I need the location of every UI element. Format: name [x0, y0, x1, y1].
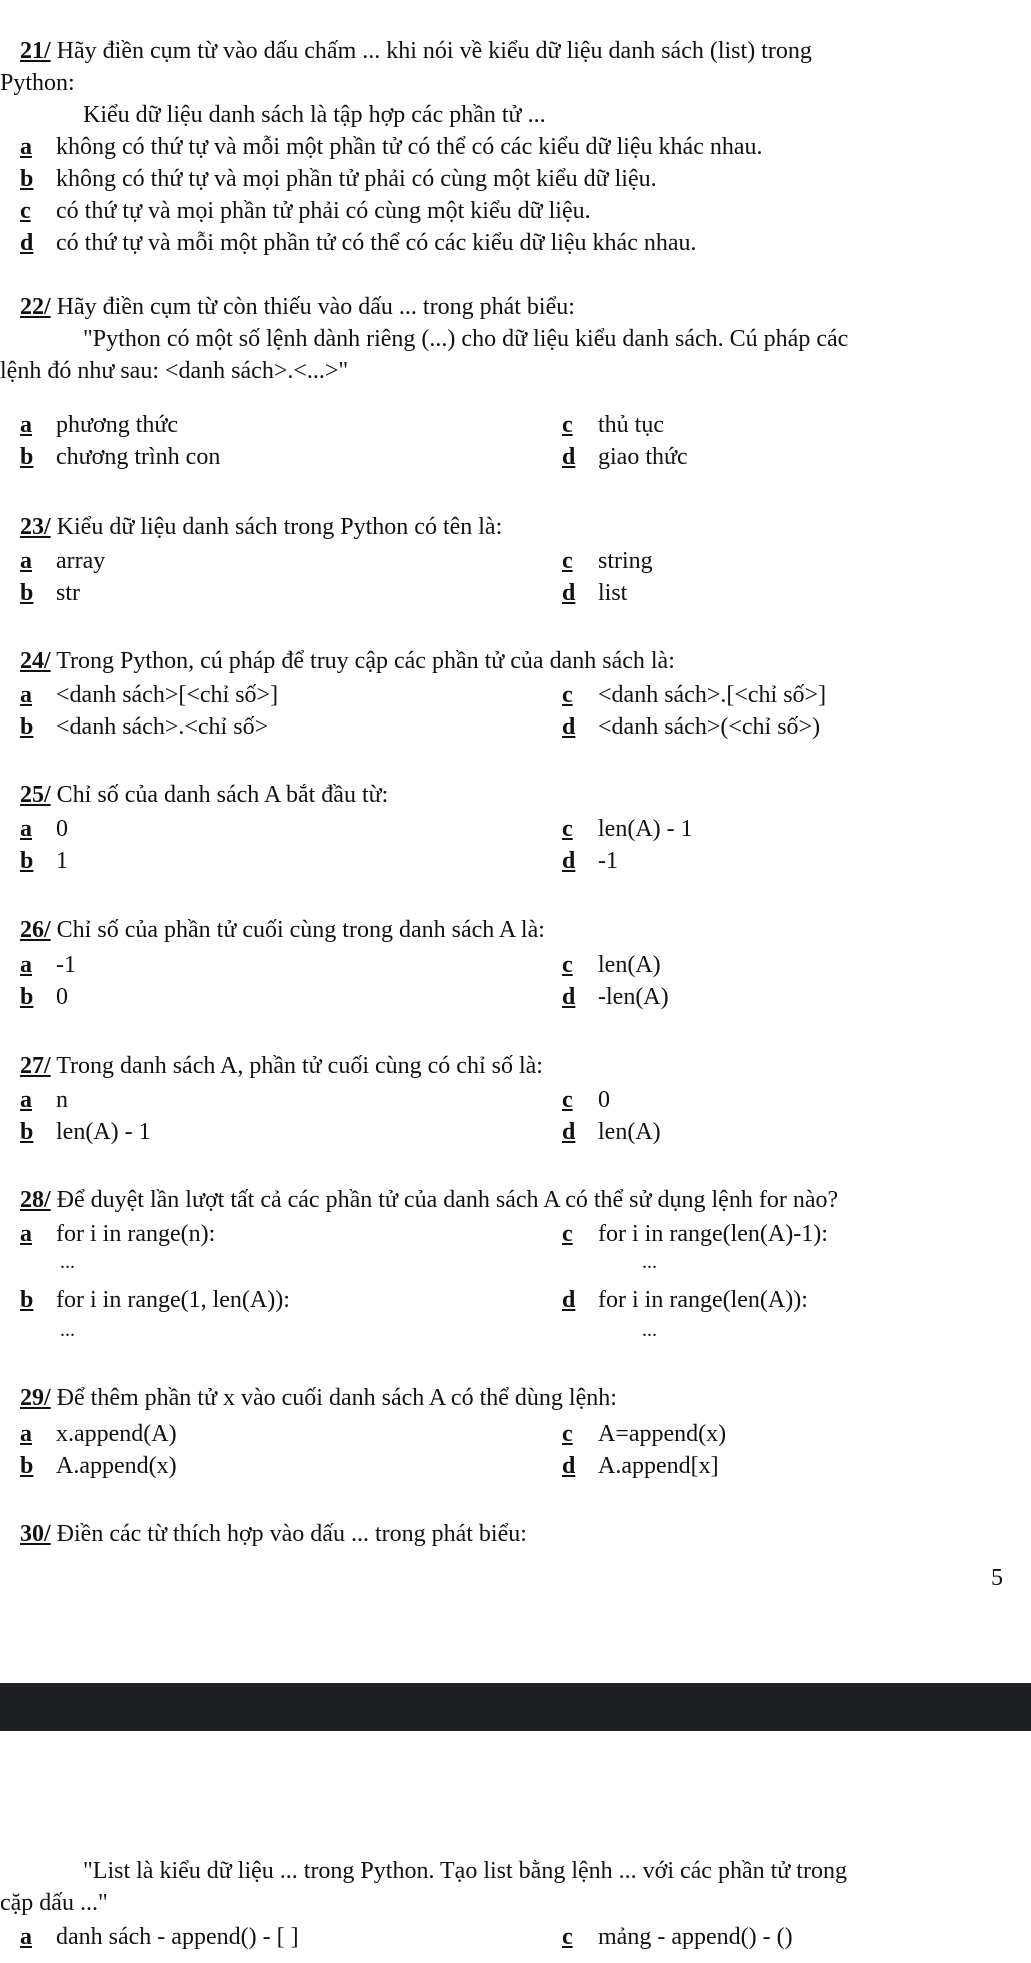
option-b[interactable]: b chương trình con: [20, 444, 221, 470]
option-c[interactable]: c A=append(x): [562, 1421, 727, 1447]
code-ellipsis: ...: [642, 1251, 657, 1273]
question-25-prompt: 25/ Chỉ số của danh sách A bắt đầu từ:: [20, 782, 389, 808]
option-c[interactable]: c thủ tục: [562, 412, 664, 438]
question-22-stem-continued: lệnh đó như sau: <danh sách>.<...>": [0, 358, 349, 384]
question-29-prompt: 29/ Để thêm phần tử x vào cuối danh sách A có thể dùng lệnh:: [20, 1385, 617, 1411]
page-break-bar: [0, 1683, 1031, 1731]
option-c[interactable]: c 0: [562, 1087, 610, 1113]
question-21-prompt-continued: Python:: [0, 70, 75, 96]
option-d[interactable]: d có thứ tự và mỗi một phần tử có thể có các kiểu dữ liệu khác nhau.: [20, 230, 697, 256]
option-a[interactable]: a x.append(A): [20, 1421, 177, 1447]
question-22-stem: "Python có một số lệnh dành riêng (...) cho dữ liệu kiểu danh sách. Cú pháp các: [83, 326, 849, 352]
option-c[interactable]: c mảng - append() - (): [562, 1924, 793, 1950]
code-ellipsis: ...: [642, 1319, 657, 1341]
option-c[interactable]: c string: [562, 548, 653, 574]
code-ellipsis: ...: [60, 1251, 75, 1273]
option-a[interactable]: a 0: [20, 816, 68, 842]
code-ellipsis: ...: [60, 1319, 75, 1341]
question-number: 21/: [20, 38, 51, 64]
option-c[interactable]: c len(A): [562, 952, 661, 978]
question-21-prompt: 21/ Hãy điền cụm từ vào dấu chấm ... khi nói về kiểu dữ liệu danh sách (list) trong: [20, 38, 812, 64]
option-b[interactable]: b str: [20, 580, 80, 606]
question-27-prompt: 27/ Trong danh sách A, phần tử cuối cùng có chỉ số là:: [20, 1053, 543, 1079]
option-a[interactable]: a n: [20, 1087, 68, 1113]
option-b[interactable]: b 1: [20, 848, 68, 874]
option-a[interactable]: a danh sách - append() - [ ]: [20, 1924, 299, 1950]
option-d[interactable]: d for i in range(len(A)):: [562, 1287, 808, 1313]
question-30-prompt: 30/ Điền các từ thích hợp vào dấu ... trong phát biểu:: [20, 1521, 527, 1547]
question-22-prompt: 22/ Hãy điền cụm từ còn thiếu vào dấu ... trong phát biểu:: [20, 294, 575, 320]
option-a[interactable]: a -1: [20, 952, 76, 978]
question-26-prompt: 26/ Chỉ số của phần tử cuối cùng trong danh sách A là:: [20, 917, 545, 943]
option-d[interactable]: d A.append[x]: [562, 1453, 719, 1479]
question-21-stem: Kiểu dữ liệu danh sách là tập hợp các phần tử ...: [83, 102, 546, 128]
option-a[interactable]: a phương thức: [20, 412, 179, 438]
question-30-stem-continued: cặp dấu ...": [0, 1890, 108, 1916]
option-b[interactable]: b len(A) - 1: [20, 1119, 151, 1145]
option-a[interactable]: a không có thứ tự và mỗi một phần tử có thể có các kiểu dữ liệu khác nhau.: [20, 134, 763, 160]
option-b[interactable]: b 0: [20, 984, 68, 1010]
option-c[interactable]: c <danh sách>.[<chỉ số>]: [562, 682, 827, 708]
option-b[interactable]: b A.append(x): [20, 1453, 177, 1479]
option-d[interactable]: d -len(A): [562, 984, 669, 1010]
option-b[interactable]: b không có thứ tự và mọi phần tử phải có cùng một kiểu dữ liệu.: [20, 166, 657, 192]
option-a[interactable]: a <danh sách>[<chỉ số>]: [20, 682, 279, 708]
option-d[interactable]: d -1: [562, 848, 618, 874]
question-30-stem: "List là kiểu dữ liệu ... trong Python. Tạo list bằng lệnh ... với các phần tử trong: [83, 1858, 847, 1884]
option-d[interactable]: d list: [562, 580, 628, 606]
page-number: 5: [991, 1565, 1003, 1591]
option-c[interactable]: c len(A) - 1: [562, 816, 693, 842]
option-d[interactable]: d <danh sách>(<chỉ số>): [562, 714, 821, 740]
option-d[interactable]: d len(A): [562, 1119, 661, 1145]
option-c[interactable]: c for i in range(len(A)-1):: [562, 1221, 828, 1247]
question-24-prompt: 24/ Trong Python, cú pháp để truy cập các phần tử của danh sách là:: [20, 648, 675, 674]
option-b[interactable]: b for i in range(1, len(A)):: [20, 1287, 290, 1313]
question-23-prompt: 23/ Kiểu dữ liệu danh sách trong Python có tên là:: [20, 514, 503, 540]
option-a[interactable]: a for i in range(n):: [20, 1221, 216, 1247]
option-b[interactable]: b <danh sách>.<chỉ số>: [20, 714, 269, 740]
option-a[interactable]: a array: [20, 548, 106, 574]
question-28-prompt: 28/ Để duyệt lần lượt tất cả các phần tử của danh sách A có thể sử dụng lệnh for nào?: [20, 1187, 839, 1213]
option-c[interactable]: c có thứ tự và mọi phần tử phải có cùng một kiểu dữ liệu.: [20, 198, 591, 224]
option-d[interactable]: d giao thức: [562, 444, 688, 470]
